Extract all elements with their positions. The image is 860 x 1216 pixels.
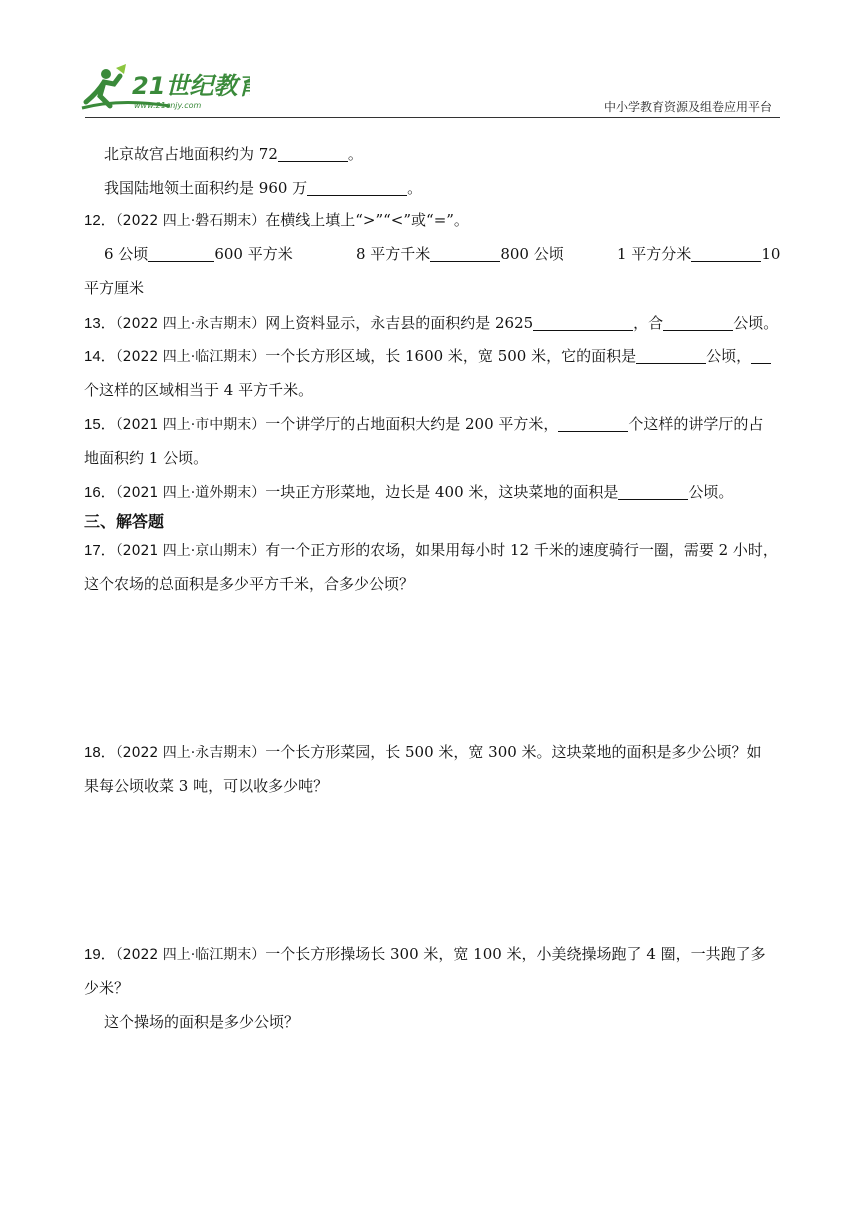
q12-compare-1: 6 公顷 600 平方米 <box>104 245 293 263</box>
runner-logo-icon <box>80 62 250 114</box>
q15-continuation: 地面积约 1 公顷。 <box>84 449 209 467</box>
line-territory: 我国陆地领土面积约是 960 万 。 <box>104 179 423 197</box>
question-17: 17．（2021 四上·京山期末）有一个正方形的农场，如果用每小时 12 千米的速度骑行一圈，需要 2 小时， <box>84 541 778 559</box>
platform-name: 中小学教育资源及组卷应用平台 <box>603 100 772 114</box>
q14-continuation: 个这样的区域相当于 4 平方千米。 <box>84 381 314 399</box>
page-header <box>80 62 780 118</box>
question-16: 16．（2021 四上·道外期末）一块正方形菜地，边长是 400 米，这块菜地的面积是 公顷。 <box>84 483 734 501</box>
logo <box>80 62 250 114</box>
q12-continuation: 平方厘米 <box>84 279 145 297</box>
q18-continuation: 果每公顷收菜 3 吨，可以收多少吨？ <box>84 777 329 795</box>
header-divider <box>85 117 780 118</box>
logo-wordmark: 21世纪教育 <box>132 72 250 100</box>
q19-continuation: 少米？ <box>84 979 130 997</box>
answer-blank[interactable] <box>533 314 633 331</box>
line-palace: 北京故宫占地面积约为 72 。 <box>104 145 363 163</box>
answer-blank[interactable] <box>278 145 348 162</box>
q12-compare-2: 8 平方千米 800 公顷 <box>356 245 564 263</box>
answer-blank[interactable] <box>618 483 688 500</box>
answer-blank[interactable] <box>663 314 733 331</box>
answer-blank[interactable] <box>430 245 500 262</box>
question-14: 14．（2022 四上·临江期末）一个长方形区域，长 1600 米，宽 500 米，它的面积是 公顷， <box>84 345 784 368</box>
question-12: 12．（2022 四上·磐石期末）在横线上填上“>”“<”或“=”。 <box>84 211 469 229</box>
logo-url: www.21cnjy.com <box>134 101 202 110</box>
answer-blank[interactable] <box>691 245 761 262</box>
question-15: 15．（2021 四上·市中期末）一个讲学厅的占地面积大约是 200 平方米， 个这样的讲学厅的占 <box>84 415 764 433</box>
q12-compare-3: 1 平方分米 10 <box>617 245 781 263</box>
q17-continuation: 这个农场的总面积是多少平方千米，合多少公顷？ <box>84 575 415 593</box>
question-19: 19．（2022 四上·临江期末）一个长方形操场长 300 米，宽 100 米，小美绕操场跑了 4 圈，一共跑了多 <box>84 945 766 963</box>
answer-blank[interactable] <box>558 415 628 432</box>
question-18: 18．（2022 四上·永吉期末）一个长方形菜园，长 500 米，宽 300 米。这块菜地的面积是多少公顷？如 <box>84 743 762 761</box>
answer-blank[interactable] <box>307 179 407 196</box>
answer-blank[interactable] <box>636 347 706 364</box>
q19-subquestion: 这个操场的面积是多少公顷？ <box>104 1013 300 1031</box>
answer-blank[interactable] <box>751 347 771 364</box>
answer-blank[interactable] <box>148 245 214 262</box>
question-13: 13．（2022 四上·永吉期末）网上资料显示，永吉县的面积约是 2625 ，合 公顷。 <box>84 314 779 332</box>
section-heading: 三、解答题 <box>84 512 165 531</box>
